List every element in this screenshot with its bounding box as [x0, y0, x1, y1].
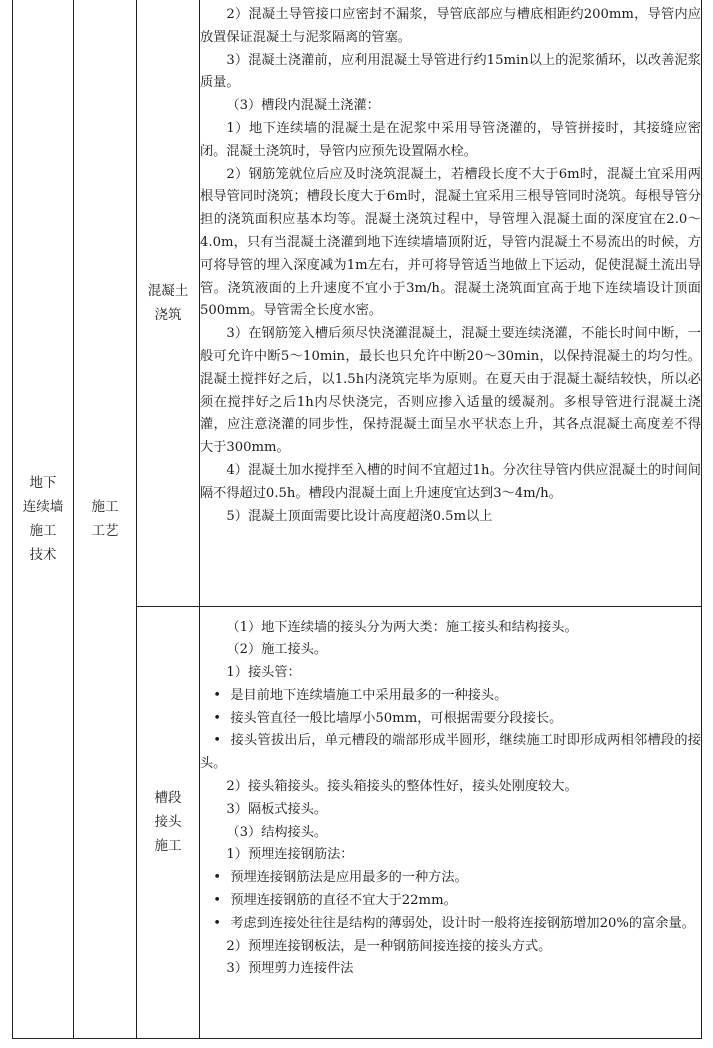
paragraph: （2）施工接头。 — [226, 642, 328, 658]
paragraph: 1）预埋连接钢筋法： — [226, 847, 354, 863]
bullet-item — [200, 685, 701, 708]
bullet-item — [200, 890, 701, 913]
category-label-line: 技术 — [29, 546, 57, 563]
category-label-line: 地下 — [29, 474, 57, 491]
pouring-content-cell — [200, 0, 702, 606]
paragraph: （3）结构接头。 — [226, 824, 328, 840]
category-label-line: 施工 — [29, 522, 57, 539]
bullet-text: 预埋连接钢筋法是应用最多的一种方法。 — [230, 870, 468, 886]
paragraph: 2）接头箱接头。接头箱接头的整体性好，接头处刚度较大。 — [226, 779, 578, 795]
bullet-dot: • — [213, 915, 221, 931]
bullet-dot: • — [213, 710, 221, 726]
bullet-dot: • — [213, 893, 221, 909]
category-label-line: 连续墙 — [22, 498, 64, 515]
paragraph: 4）混凝土加水搅拌至入槽的时间不宜超过1h。分次往导管内供应混凝土的时间间隔不得超过0.5h。槽段内混凝土面上升速度宜达到3～4m/h。 — [200, 462, 701, 501]
paragraph: 2）混凝土导管接口应密封不漏浆，导管底部应与槽底相距约200mm，导管内应放置保证混凝土与泥浆隔离的管塞。 — [200, 7, 701, 45]
bullet-dot: • — [213, 733, 221, 749]
category-cell — [13, 0, 74, 1038]
bullet-item — [200, 913, 701, 936]
subcategory-cell — [74, 0, 137, 1038]
paragraph: 1）接头管： — [226, 665, 301, 681]
paragraph: 1）地下连续墙的混凝土是在泥浆中采用导管浇灌的，导管拼接时，其接缝应密闭。混凝土浇筑时，导管内应预先设置隔水栓。 — [200, 120, 701, 159]
paragraph: 3）在钢筋笼入槽后须尽快浇灌混凝土，混凝土要连续浇灌，不能长时间中断，一般可允许中断5～10min，最长也只允许中断20～30min，以保持混凝土的均匀性。混凝土搅拌好之后，以1.5h内浇筑完毕为原则。在夏天由于混凝土凝结较快，所以必须在搅拌好之后1h内尽快浇完，否则应掺入适量的缓凝剂。多根导管进行混凝土浇灌，应注意浇灌的同步性，保持混凝土面呈水平状态上升，其各点混凝土高度差不得大于300mm。 — [200, 326, 701, 456]
joint-label-line: 槽段 — [154, 790, 182, 806]
paragraph: 3）预埋剪力连接件法 — [226, 961, 354, 977]
joint-label-line: 接头 — [154, 814, 182, 830]
paragraph: 2）预埋连接钢板法，是一种钢筋间接连接的接头方式。 — [226, 938, 552, 954]
joint-label-line: 施工 — [154, 838, 182, 854]
bullet-item — [200, 867, 701, 890]
construction-table — [12, 0, 702, 1039]
joint-content — [200, 617, 701, 982]
paragraph: （3）槽段内混凝土浇灌： — [226, 98, 380, 114]
pouring-label-line: 浇筑 — [154, 306, 182, 323]
joint-label-cell — [137, 606, 200, 1038]
pouring-content — [200, 4, 701, 528]
bullet-text: 接头管拔出后，单元槽段的端部形成半圆形，继续施工时即形成两相邻槽段的接头。 — [200, 733, 701, 772]
bullet-item — [200, 730, 701, 776]
bullet-item — [200, 708, 701, 731]
bullet-dot: • — [213, 870, 221, 886]
paragraph: 5）混凝土顶面需要比设计高度超浇0.5m以上 — [226, 508, 493, 524]
paragraph: 3）混凝土浇灌前，应利用混凝土导管进行约15min以上的泥浆循环，以改善泥浆质量。 — [200, 52, 701, 91]
joint-content-cell — [200, 606, 702, 1038]
bullet-text: 预埋连接钢筋的直径不宜大于22mm。 — [230, 893, 457, 909]
paragraph: 2）钢筋笼就位后应及时浇筑混凝土，若槽段长度不大于6m时，混凝土宜采用两根导管同时浇筑；槽段长度大于6m时，混凝土宜采用三根导管同时浇筑。每根导管分担的浇筑面积应基本均等。混凝土浇筑过程中，导管埋入混凝土面的深度宜在2.0～4.0m，只有当混凝土浇灌到地下连续墙墙顶附近，导管内混凝土不易流出的时候，方可将导管的埋入深度减为1m左右，并可将导管适当地做上下运动，促使混凝土流出导管。浇筑液面的上升速度不宜小于3m/h。混凝土浇筑面宜高于地下连续墙设计顶面500mm。导管需全长度水密。 — [200, 166, 701, 319]
pouring-label-cell — [137, 0, 200, 606]
subcategory-label-line: 工艺 — [91, 522, 119, 539]
bullet-text: 考虑到连接处往往是结构的薄弱处，设计时一般将连接钢筋增加20%的富余量。 — [230, 915, 695, 931]
paragraph: （1）地下连续墙的接头分为两大类：施工接头和结构接头。 — [226, 619, 578, 635]
subcategory-label-line: 施工 — [91, 498, 119, 515]
paragraph: 3）隔板式接头。 — [226, 801, 328, 817]
pouring-label-line: 混凝土 — [147, 282, 189, 299]
bullet-dot: • — [213, 687, 221, 703]
bullet-text: 是目前地下连续墙施工中采用最多的一种接头。 — [230, 687, 508, 703]
bullet-text: 接头管直径一般比墙厚小50mm，可根据需要分段接长。 — [230, 710, 563, 726]
